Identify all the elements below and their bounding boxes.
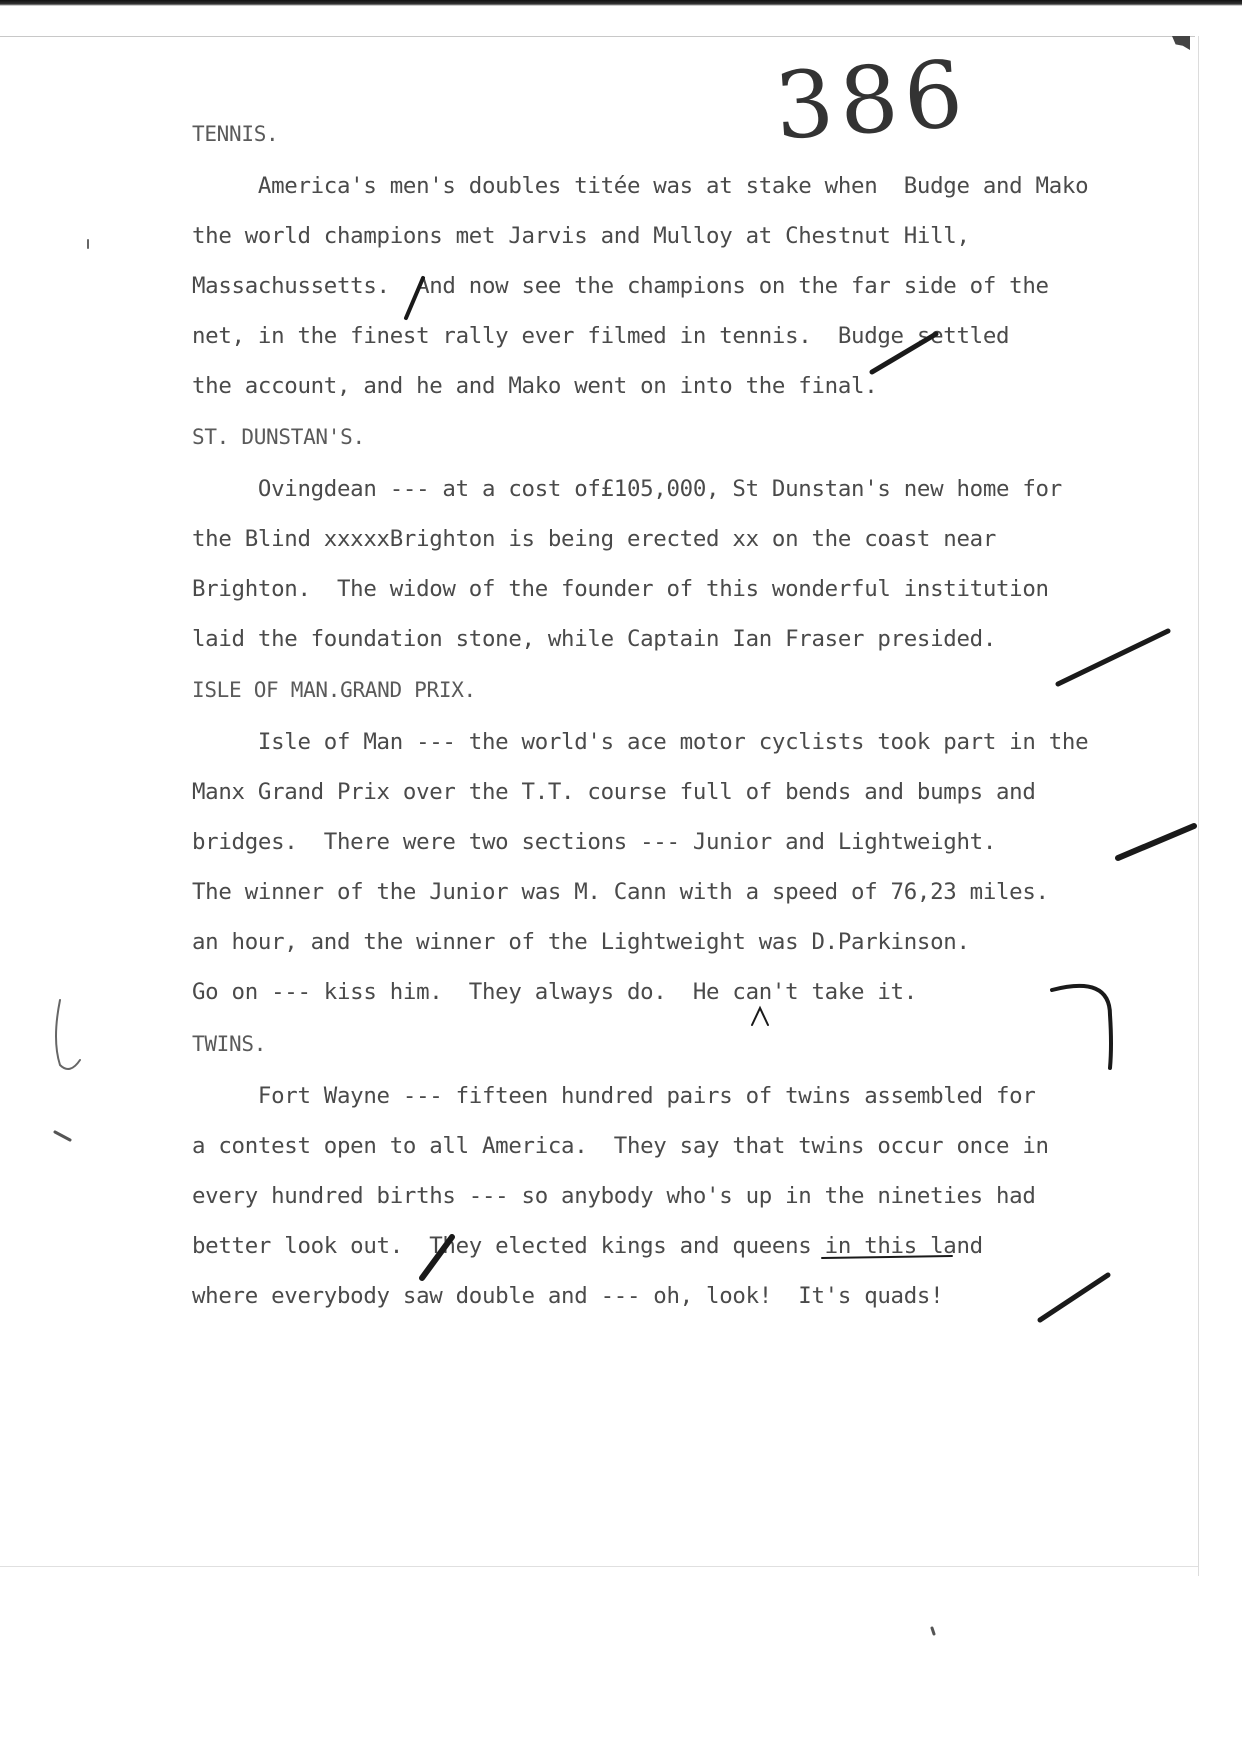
dot-mark	[55, 1132, 70, 1140]
slash-mark	[406, 278, 423, 318]
text-line: America's men's doubles titée was at stake when Budge and Mako	[192, 173, 1089, 199]
section-heading-twins: TWINS.	[192, 1032, 267, 1056]
text-line: net, in the finest rally ever filmed in tennis. Budge settled	[192, 323, 1010, 349]
text-line: a contest open to all America. They say that twins occur once in	[192, 1133, 1049, 1159]
text-line: bridges. There were two sections --- Junior and Lightweight.	[192, 829, 996, 855]
handwritten-page-number: 386	[771, 40, 973, 161]
slash-mark	[872, 334, 936, 372]
text-line: Manx Grand Prix over the T.T. course full of bends and bumps and	[192, 779, 1036, 805]
text-line: laid the foundation stone, while Captain Ian Fraser presided.	[192, 626, 996, 652]
text-line: the Blind xxxxxBrighton is being erected xx on the coast near	[192, 526, 996, 552]
text-line: Fort Wayne --- fifteen hundred pairs of twins assembled for	[192, 1083, 1036, 1109]
text-line: every hundred births --- so anybody who's up in the nineties had	[192, 1183, 1036, 1209]
text-line: better look out. They elected kings and queens in this land	[192, 1233, 983, 1259]
slash-mark	[1058, 631, 1168, 684]
bracket-mark	[1052, 986, 1111, 1068]
section-heading-isle-of-man: ISLE OF MAN.GRAND PRIX.	[192, 678, 476, 702]
section-heading-st-dunstans: ST. DUNSTAN'S.	[192, 425, 365, 449]
slash-mark	[422, 1237, 452, 1278]
text-line: Isle of Man --- the world's ace motor cyclists took part in the	[192, 729, 1089, 755]
section-heading-tennis: TENNIS.	[192, 122, 279, 146]
underline-mark	[822, 1256, 952, 1258]
slash-mark	[1040, 1275, 1108, 1320]
margin-bracket	[56, 1000, 80, 1069]
text-line: Ovingdean --- at a cost of£105,000, St Dunstan's new home for	[192, 476, 1062, 502]
text-line: the world champions met Jarvis and Mulloy at Chestnut Hill,	[192, 223, 970, 249]
text-line: where everybody saw double and --- oh, look! It's quads!	[192, 1283, 944, 1309]
text-line: Brighton. The widow of the founder of this wonderful institution	[192, 576, 1049, 602]
text-line: Go on --- kiss him. They always do. He can't take it.	[192, 979, 917, 1005]
text-line: The winner of the Junior was M. Cann with a speed of 76,23 miles.	[192, 879, 1049, 905]
text-line: the account, and he and Mako went on into the final.	[192, 373, 878, 399]
slash-mark	[1118, 826, 1194, 858]
text-line: Massachussetts. And now see the champions on the far side of the	[192, 273, 1049, 299]
caret-mark	[752, 1008, 768, 1025]
dot-mark	[932, 1628, 934, 1634]
text-line: an hour, and the winner of the Lightweight was D.Parkinson.	[192, 929, 970, 955]
